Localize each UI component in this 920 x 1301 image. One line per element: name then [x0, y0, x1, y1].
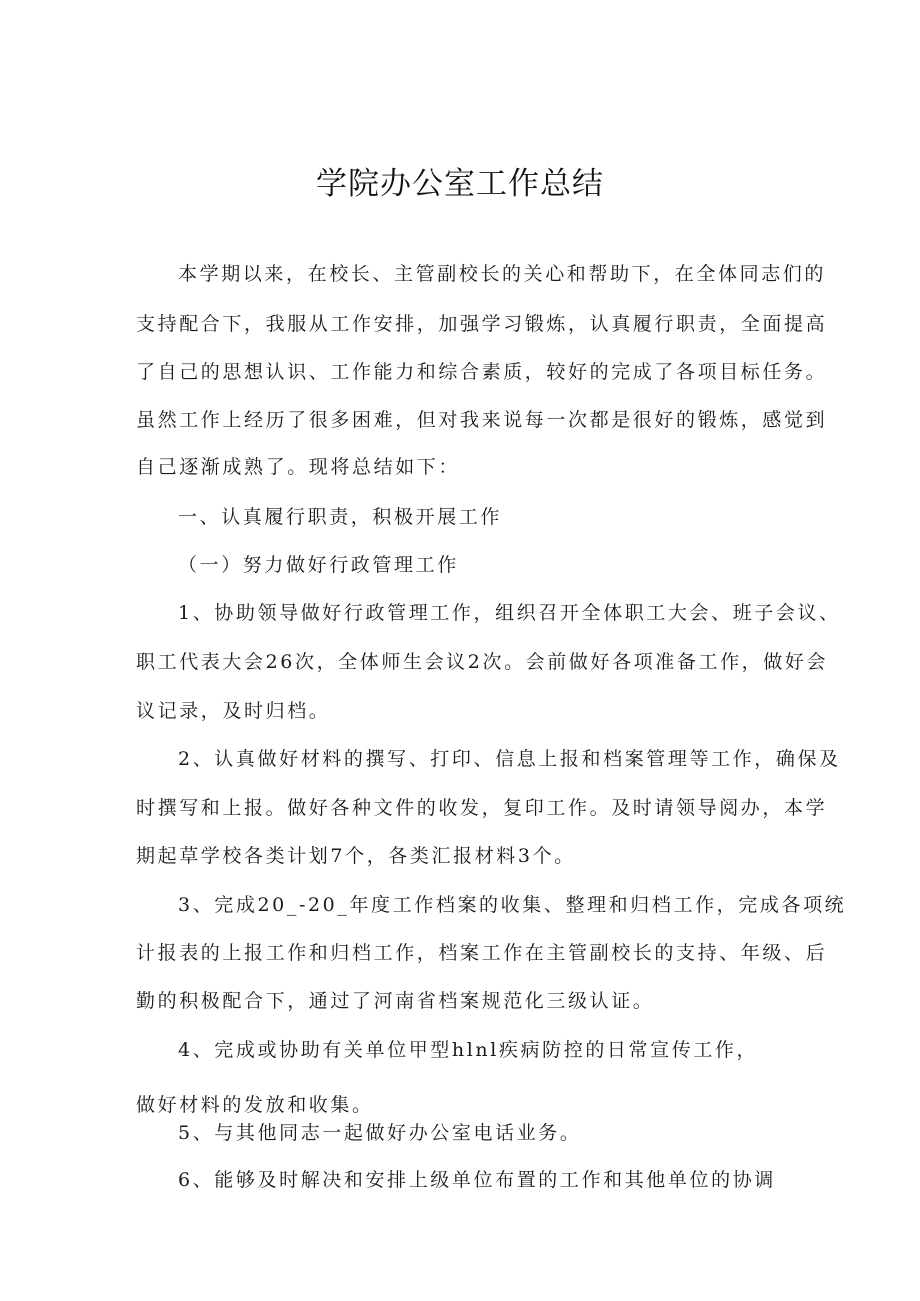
paragraph-line: 勤的积极配合下，通过了河南省档案规范化三级认证。	[136, 990, 655, 1012]
paragraph-line: 时撰写和上报。做好各种文件的收发，复印工作。及时请领导阅办，本学	[136, 797, 828, 819]
paragraph-line: 职工代表大会26次，全体师生会议2次。会前做好各项准备工作，做好会	[136, 651, 829, 673]
paragraph-line: 做好材料的发放和收集。	[136, 1094, 374, 1116]
paragraph-line: 期起草学校各类计划7个，各类汇报材料3个。	[136, 845, 576, 867]
paragraph-line: 3、完成20_-20_年度工作档案的收集、整理和归档工作，完成各项统	[178, 894, 847, 916]
paragraph-line: 5、与其他同志一起做好办公室电话业务。	[178, 1122, 582, 1144]
document-title: 学院办公室工作总结	[316, 166, 604, 202]
subsection-heading: （一）努力做好行政管理工作	[178, 554, 459, 576]
paragraph-line: 6、能够及时解决和安排上级单位布置的工作和其他单位的协调	[178, 1169, 776, 1191]
section-heading: 一、认真履行职责，积极开展工作	[178, 506, 503, 528]
paragraph-line: 支持配合下，我服从工作安排，加强学习锻炼，认真履行职责，全面提高	[136, 313, 828, 335]
paragraph-line: 本学期以来，在校长、主管副校长的关心和帮助下，在全体同志们的	[178, 263, 827, 285]
paragraph-line: 议记录，及时归档。	[136, 700, 331, 722]
paragraph-line: 自己逐渐成熟了。现将总结如下：	[136, 456, 461, 478]
paragraph-line: 了自己的思想认识、工作能力和综合素质，较好的完成了各项目标任务。	[136, 361, 828, 383]
paragraph-line: 计报表的上报工作和归档工作，档案工作在主管副校长的支持、年级、后	[136, 942, 828, 964]
paragraph-line: 2、认真做好材料的撰写、打印、信息上报和档案管理等工作，确保及	[178, 748, 841, 770]
paragraph-line: 1、协助领导做好行政管理工作，组织召开全体职工大会、班子会议、	[178, 602, 841, 624]
paragraph-line: 虽然工作上经历了很多困难，但对我来说每一次都是很好的锻炼，感觉到	[136, 409, 828, 431]
paragraph-line: 4、完成或协助有关单位甲型hlnl疾病防控的日常宣传工作，	[178, 1039, 759, 1061]
